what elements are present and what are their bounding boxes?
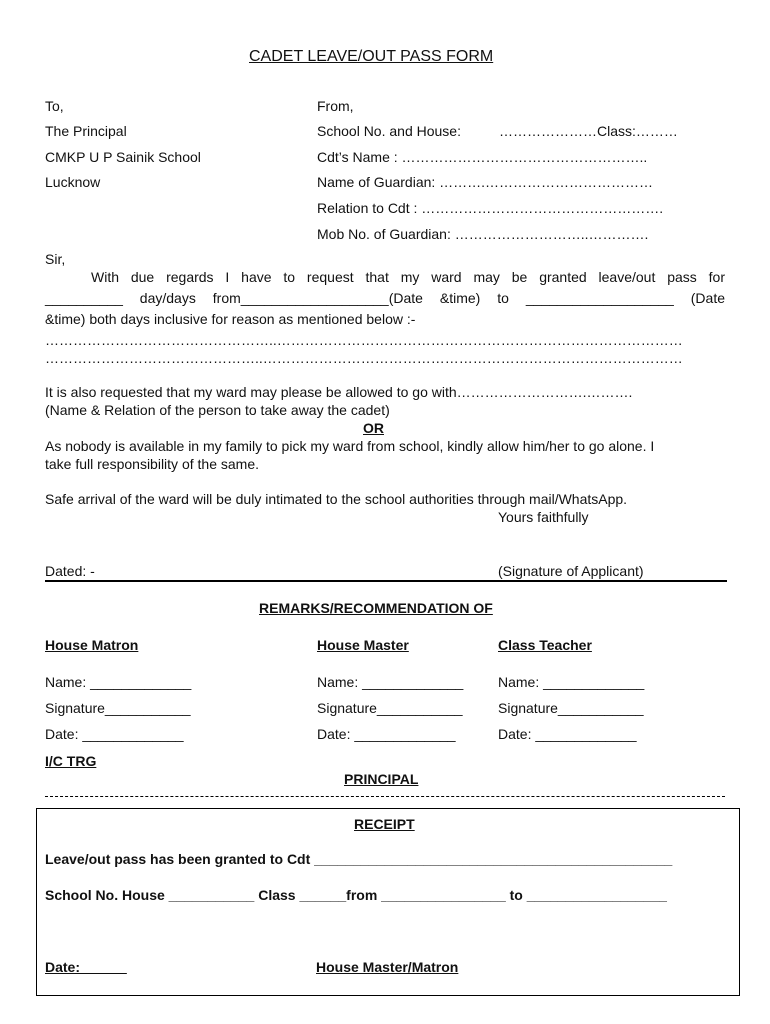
- house-master-title: House Master: [317, 637, 409, 653]
- house-matron-signature-field: Signature___________: [45, 700, 191, 716]
- receipt-signatory: House Master/Matron: [316, 959, 459, 975]
- cadet-name-field: Cdt’s Name : ……………………………………………..: [317, 149, 648, 165]
- class-teacher-date-field: Date: _____________: [498, 726, 637, 742]
- class-teacher-signature-field: Signature___________: [498, 700, 644, 716]
- relation-field: Relation to Cdt : …………………………………………….: [317, 200, 664, 216]
- yours-faithfully: Yours faithfully: [498, 509, 589, 525]
- cut-line: [45, 796, 725, 797]
- to-line-2: The Principal: [45, 123, 127, 139]
- form-title: CADET LEAVE/OUT PASS FORM: [249, 48, 494, 65]
- guardian-mobile-field: Mob No. of Guardian: ………………………..………….: [317, 226, 649, 242]
- reason-dotted-line-2: ………………………………………..………………………………………………………………………………: [45, 350, 683, 366]
- accompany-line-2: (Name & Relation of the person to take away the cadet): [45, 402, 390, 418]
- school-no-label: School No. and House:: [317, 123, 461, 139]
- receipt-date-field: Date:______: [45, 959, 127, 975]
- house-matron-title: House Matron: [45, 637, 139, 653]
- to-line-3: CMKP U P Sainik School: [45, 149, 201, 165]
- request-line-2: __________ day/days from___________________(Date &time) to ___________________ (Date: [45, 290, 725, 306]
- receipt-granted-line: Leave/out pass has been granted to Cdt ______________________________________________: [45, 851, 673, 867]
- house-master-date-field: Date: _____________: [317, 726, 456, 742]
- receipt-heading: RECEIPT: [354, 816, 415, 832]
- salutation: Sir,: [45, 251, 66, 267]
- to-line-4: Lucknow: [45, 174, 101, 190]
- applicant-signature-label: (Signature of Applicant): [498, 563, 644, 579]
- section-divider: [45, 580, 727, 582]
- house-matron-date-field: Date: _____________: [45, 726, 184, 742]
- request-line-3: &time) both days inclusive for reason as mentioned below :-: [45, 311, 416, 327]
- ic-trg-label: I/C TRG: [45, 753, 97, 769]
- house-master-signature-field: Signature___________: [317, 700, 463, 716]
- safe-arrival-text: Safe arrival of the ward will be duly intimated to the school authorities through mail/WhatsApp.: [45, 491, 628, 507]
- dated-label: Dated: -: [45, 563, 95, 579]
- receipt-school-no-line: School No. House ___________ Class ______from ________________ to __________________: [45, 887, 667, 903]
- alone-line-2: take full responsibility of the same.: [45, 456, 259, 472]
- or-divider: OR: [363, 420, 384, 436]
- guardian-name-field: Name of Guardian: ……….………………………………: [317, 174, 654, 190]
- class-teacher-title: Class Teacher: [498, 637, 592, 653]
- house-matron-name-field: Name: _____________: [45, 674, 192, 690]
- remarks-heading: REMARKS/RECOMMENDATION OF: [259, 600, 493, 616]
- principal-label: PRINCIPAL: [344, 771, 419, 787]
- accompany-line-1: It is also requested that my ward may please be allowed to go with……………………….……….: [45, 384, 633, 400]
- request-line-1: With due regards I have to request that my ward may be granted leave/out pass for: [91, 269, 725, 285]
- class-teacher-name-field: Name: _____________: [498, 674, 645, 690]
- to-line-1: To,: [45, 98, 64, 114]
- reason-dotted-line-1: …………………………………………..……………………………………………………………………………: [45, 332, 683, 348]
- from-line-1: From,: [317, 98, 354, 114]
- house-master-name-field: Name: _____________: [317, 674, 464, 690]
- alone-line-1: As nobody is available in my family to pick my ward from school, kindly allow him/her to go alone. I: [45, 438, 655, 454]
- school-no-class-field: …………………Class:………: [499, 123, 678, 139]
